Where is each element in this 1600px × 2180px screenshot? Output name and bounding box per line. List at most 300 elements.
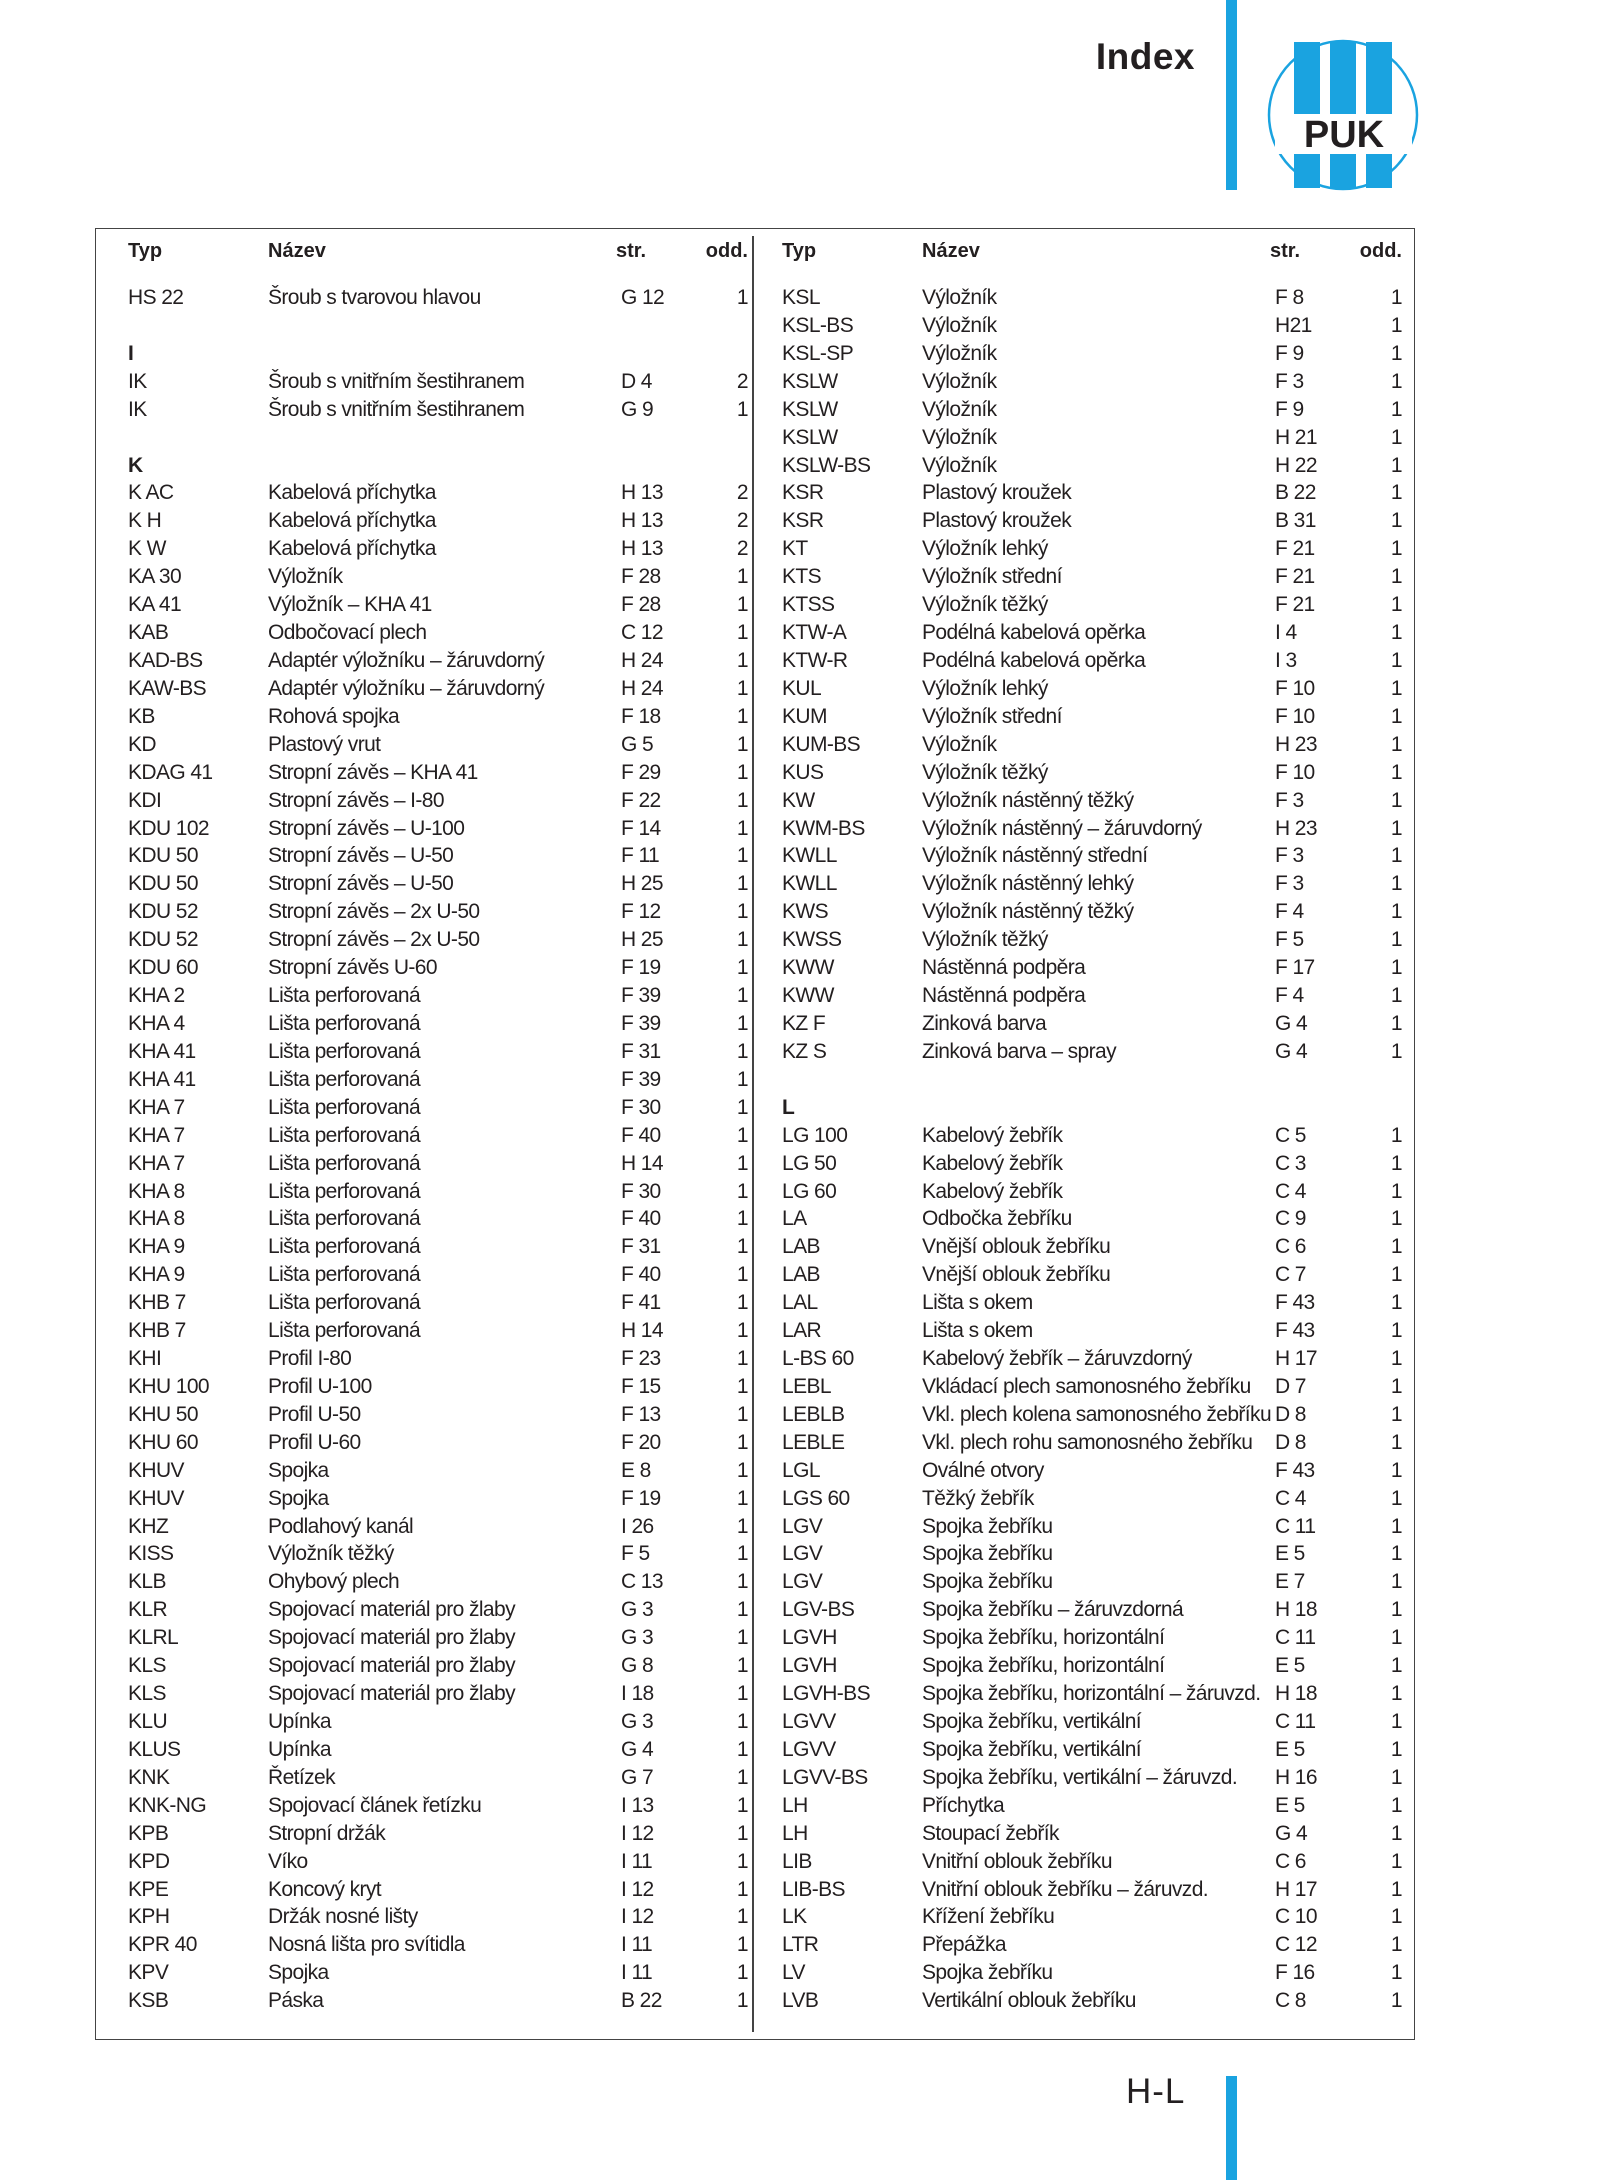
row-nazev: Spojka xyxy=(268,1458,329,1482)
index-row xyxy=(128,507,748,535)
row-str: F 3 xyxy=(1275,844,1304,868)
row-str: C 4 xyxy=(1275,1179,1306,1203)
row-typ: KHU 60 xyxy=(128,1430,198,1454)
column-header-left xyxy=(128,240,748,268)
row-str: B 22 xyxy=(621,1989,662,2013)
row-str: H 18 xyxy=(1275,1598,1317,1622)
row-nazev: Výložník nástěnný lehký xyxy=(922,872,1134,896)
index-column-right xyxy=(782,240,1402,2013)
index-row xyxy=(782,424,1402,452)
index-row xyxy=(128,1931,748,1959)
row-str: F 29 xyxy=(621,760,661,784)
row-str: D 4 xyxy=(621,369,652,393)
index-row xyxy=(782,619,1402,647)
row-nazev: Výložník střední xyxy=(922,704,1062,728)
row-nazev: Šroub s vnitřním šestihranem xyxy=(268,397,525,421)
row-str: H 13 xyxy=(621,481,663,505)
row-typ: K W xyxy=(128,537,166,561)
row-typ: LGVH-BS xyxy=(782,1682,870,1706)
row-typ: KSL xyxy=(782,286,820,309)
row-typ: KUL xyxy=(782,676,822,700)
row-odd: 1 xyxy=(1390,1710,1402,1734)
row-odd: 1 xyxy=(736,1011,748,1035)
row-str: H 23 xyxy=(1275,816,1317,840)
row-typ: KISS xyxy=(128,1542,174,1566)
row-nazev: Lišta perforovaná xyxy=(268,1207,421,1231)
row-typ: KLR xyxy=(128,1598,168,1622)
row-odd: 1 xyxy=(736,1207,748,1231)
row-odd: 1 xyxy=(736,1849,748,1873)
section-letter-row xyxy=(128,340,748,368)
row-nazev: Výložník lehký xyxy=(922,676,1048,700)
row-nazev: Výložník střední xyxy=(922,565,1062,589)
index-row xyxy=(128,759,748,787)
index-row xyxy=(128,619,748,647)
row-odd: 1 xyxy=(1390,313,1402,337)
index-row xyxy=(782,1289,1402,1317)
row-typ: KDI xyxy=(128,788,162,812)
header-odd: odd. xyxy=(1359,240,1402,262)
row-odd: 1 xyxy=(1390,1542,1402,1566)
index-row xyxy=(782,1903,1402,1931)
row-nazev: Kabelový žebřík xyxy=(922,1151,1063,1175)
row-str: G 12 xyxy=(621,286,665,309)
index-row xyxy=(128,926,748,954)
index-row xyxy=(128,1401,748,1429)
row-str: H 14 xyxy=(621,1151,663,1175)
row-typ: LGVH xyxy=(782,1626,837,1650)
row-typ: LGVV-BS xyxy=(782,1765,868,1789)
row-odd: 1 xyxy=(736,1626,748,1650)
row-typ: LAL xyxy=(782,1291,818,1315)
row-odd: 1 xyxy=(1390,1989,1402,2013)
row-typ: KZ S xyxy=(782,1039,827,1063)
index-row xyxy=(782,1233,1402,1261)
row-typ: KHA 9 xyxy=(128,1235,185,1259)
row-str: C 7 xyxy=(1275,1263,1306,1287)
row-typ: LGV xyxy=(782,1542,823,1566)
row-odd: 1 xyxy=(736,1374,748,1398)
row-odd: 1 xyxy=(736,984,748,1008)
row-nazev: Lišta perforovaná xyxy=(268,1263,421,1287)
row-typ: KHA 41 xyxy=(128,1067,196,1091)
row-typ: KHA 7 xyxy=(128,1151,185,1175)
row-odd: 2 xyxy=(736,481,748,505)
row-odd: 1 xyxy=(736,816,748,840)
index-row xyxy=(782,1345,1402,1373)
row-str: F 14 xyxy=(621,816,661,840)
row-odd: 1 xyxy=(1390,537,1402,561)
row-str: F 11 xyxy=(621,844,660,868)
row-str: B 31 xyxy=(1275,509,1316,533)
row-nazev: Příchytka xyxy=(922,1793,1005,1817)
row-odd: 1 xyxy=(736,1067,748,1091)
index-column-left xyxy=(128,240,748,2013)
index-row xyxy=(128,1568,748,1596)
row-str: F 3 xyxy=(1275,788,1304,812)
row-str: C 8 xyxy=(1275,1989,1306,2013)
row-nazev: Nástěnná podpěra xyxy=(922,956,1086,980)
header-typ: Typ xyxy=(782,240,817,262)
row-odd: 1 xyxy=(1390,1598,1402,1622)
row-typ: KWSS xyxy=(782,928,842,952)
index-row xyxy=(782,563,1402,591)
row-nazev: Spojka žebříku xyxy=(922,1514,1053,1538)
row-nazev: Kabelový žebřík – žáruvzdorný xyxy=(922,1347,1192,1371)
row-nazev: Kabelová příchytka xyxy=(268,537,436,561)
row-odd: 1 xyxy=(1390,872,1402,896)
row-typ: LGV xyxy=(782,1514,823,1538)
index-row xyxy=(128,1038,748,1066)
row-typ: KHA 4 xyxy=(128,1011,185,1035)
index-row xyxy=(782,1959,1402,1987)
index-row xyxy=(128,535,748,563)
row-odd: 1 xyxy=(1390,1737,1402,1761)
row-str: E 5 xyxy=(1275,1737,1305,1761)
row-typ: LH xyxy=(782,1793,808,1817)
index-row xyxy=(782,1596,1402,1624)
index-row xyxy=(128,1680,748,1708)
row-odd: 1 xyxy=(1390,1319,1402,1343)
row-odd: 1 xyxy=(736,1319,748,1343)
row-odd: 1 xyxy=(736,1598,748,1622)
index-row xyxy=(782,396,1402,424)
row-odd: 1 xyxy=(1390,1905,1402,1929)
row-typ: KSLW xyxy=(782,397,838,421)
row-nazev: Lišta perforovaná xyxy=(268,1179,421,1203)
row-odd: 2 xyxy=(736,369,748,393)
row-nazev: Šroub s vnitřním šestihranem xyxy=(268,369,525,393)
index-row xyxy=(128,1848,748,1876)
row-typ: KPD xyxy=(128,1849,170,1873)
row-str: F 30 xyxy=(621,1095,661,1119)
header-nazev: Název xyxy=(268,240,326,262)
row-nazev: Výložník těžký xyxy=(268,1542,394,1566)
row-str: F 9 xyxy=(1275,341,1304,365)
row-typ: KHUV xyxy=(128,1458,184,1482)
index-row xyxy=(128,591,748,619)
row-odd: 1 xyxy=(1390,928,1402,952)
index-row xyxy=(782,842,1402,870)
row-typ: KDU 50 xyxy=(128,844,198,868)
row-str: E 5 xyxy=(1275,1654,1305,1678)
row-typ: LH xyxy=(782,1821,808,1845)
row-odd: 1 xyxy=(1390,900,1402,924)
row-nazev: Těžký žebřík xyxy=(922,1486,1034,1510)
row-nazev: Adaptér výložníku – žáruvdorný xyxy=(268,648,545,672)
row-typ: K AC xyxy=(128,481,174,505)
row-typ: LIB xyxy=(782,1849,812,1873)
row-odd: 2 xyxy=(736,537,748,561)
row-odd: 1 xyxy=(1390,1961,1402,1985)
row-odd: 1 xyxy=(736,1095,748,1119)
row-str: C 10 xyxy=(1275,1905,1317,1929)
row-nazev: Víko xyxy=(268,1849,308,1873)
row-odd: 1 xyxy=(736,565,748,589)
row-odd: 1 xyxy=(736,676,748,700)
row-typ: KWLL xyxy=(782,872,837,896)
index-row xyxy=(782,982,1402,1010)
row-nazev: Vnější oblouk žebříku xyxy=(922,1263,1111,1287)
row-odd: 1 xyxy=(736,1989,748,2013)
index-row xyxy=(128,563,748,591)
row-str: G 4 xyxy=(621,1737,654,1761)
index-row xyxy=(782,535,1402,563)
index-row xyxy=(128,1010,748,1038)
row-str: F 8 xyxy=(1275,286,1304,309)
row-nazev: Stropní závěs – KHA 41 xyxy=(268,760,478,784)
row-odd: 1 xyxy=(1390,1039,1402,1063)
index-row xyxy=(782,1624,1402,1652)
row-typ: L xyxy=(782,1095,795,1119)
row-nazev: Plastový kroužek xyxy=(922,509,1072,533)
index-row xyxy=(128,1261,748,1289)
section-letter-row xyxy=(782,1094,1402,1122)
row-typ: KSL-BS xyxy=(782,313,854,337)
row-odd: 1 xyxy=(1390,816,1402,840)
row-nazev: Lišta perforovaná xyxy=(268,1235,421,1259)
row-odd: 1 xyxy=(1390,1123,1402,1147)
row-nazev: Profil U-100 xyxy=(268,1374,372,1398)
row-typ: KPB xyxy=(128,1821,169,1845)
index-row xyxy=(128,1233,748,1261)
index-row xyxy=(782,1764,1402,1792)
row-typ: LG 60 xyxy=(782,1179,837,1203)
row-nazev: Stoupací žebřík xyxy=(922,1821,1059,1845)
index-row xyxy=(782,870,1402,898)
index-row xyxy=(782,1848,1402,1876)
row-nazev: Vnitřní oblouk žebříku xyxy=(922,1849,1112,1873)
row-nazev: Spojka žebříku, vertikální xyxy=(922,1710,1142,1734)
row-odd: 1 xyxy=(1390,1374,1402,1398)
row-odd: 1 xyxy=(1390,1458,1402,1482)
row-nazev: Spojka žebříku, vertikální xyxy=(922,1737,1142,1761)
row-odd: 1 xyxy=(1390,593,1402,617)
row-str: I 12 xyxy=(621,1877,654,1901)
row-typ: KTW-R xyxy=(782,648,848,672)
row-nazev: Stropní závěs U-60 xyxy=(268,956,437,980)
row-typ: KAB xyxy=(128,621,169,645)
row-typ: KD xyxy=(128,732,156,756)
index-row xyxy=(782,479,1402,507)
row-nazev: Lišta perforovaná xyxy=(268,1319,421,1343)
row-typ: LVB xyxy=(782,1989,819,2013)
row-odd: 1 xyxy=(1390,1682,1402,1706)
row-odd: 1 xyxy=(736,732,748,756)
row-nazev: Upínka xyxy=(268,1737,331,1761)
row-typ: KAD-BS xyxy=(128,648,203,672)
index-row xyxy=(128,703,748,731)
row-odd: 1 xyxy=(736,1793,748,1817)
row-nazev: Spojka žebříku, horizontální xyxy=(922,1626,1165,1650)
row-nazev: Adaptér výložníku – žáruvdorný xyxy=(268,676,545,700)
spacer-row xyxy=(128,312,748,340)
row-typ: KLB xyxy=(128,1570,166,1594)
row-str: E 5 xyxy=(1275,1793,1305,1817)
row-odd: 1 xyxy=(1390,844,1402,868)
row-nazev: Výložník těžký xyxy=(922,760,1048,784)
row-str: F 17 xyxy=(1275,956,1315,980)
row-typ: KDU 52 xyxy=(128,900,198,924)
row-typ: KDU 50 xyxy=(128,872,198,896)
row-typ: LG 100 xyxy=(782,1123,848,1147)
row-odd: 1 xyxy=(1390,704,1402,728)
row-nazev: Výložník xyxy=(922,425,997,449)
row-typ: KPE xyxy=(128,1877,169,1901)
row-nazev: Výložník nástěnný těžký xyxy=(922,788,1134,812)
row-odd: 1 xyxy=(736,593,748,617)
row-str: F 15 xyxy=(621,1374,661,1398)
row-nazev: Spojovací článek řetízku xyxy=(268,1793,482,1817)
row-str: G 5 xyxy=(621,732,654,756)
row-typ: LGVV xyxy=(782,1710,836,1734)
row-nazev: Výložník xyxy=(922,286,997,309)
row-odd: 1 xyxy=(736,1905,748,1929)
row-str: C 13 xyxy=(621,1570,663,1594)
row-typ: KHU 50 xyxy=(128,1402,198,1426)
row-odd: 1 xyxy=(1390,676,1402,700)
row-nazev: Výložník xyxy=(922,453,997,477)
row-nazev: Výložník xyxy=(922,369,997,393)
index-row xyxy=(128,1150,748,1178)
row-nazev: Spojka xyxy=(268,1486,329,1510)
header-nazev: Název xyxy=(922,240,980,262)
row-typ: KLS xyxy=(128,1682,166,1706)
row-typ: KUS xyxy=(782,760,824,784)
row-nazev: Odbočovací plech xyxy=(268,621,427,645)
row-odd: 1 xyxy=(1390,369,1402,393)
row-nazev: Stropní závěs – 2x U-50 xyxy=(268,900,480,924)
row-nazev: Podélná kabelová opěrka xyxy=(922,621,1146,645)
row-odd: 1 xyxy=(736,872,748,896)
index-row xyxy=(128,1429,748,1457)
index-row xyxy=(128,731,748,759)
index-row xyxy=(128,1652,748,1680)
index-row xyxy=(782,1931,1402,1959)
row-typ: LGL xyxy=(782,1458,820,1482)
row-typ: KA 41 xyxy=(128,593,182,617)
row-str: H 17 xyxy=(1275,1347,1317,1371)
row-str: H 13 xyxy=(621,537,663,561)
row-typ: KLUS xyxy=(128,1737,181,1761)
row-typ: KHA 7 xyxy=(128,1095,185,1119)
row-str: G 4 xyxy=(1275,1039,1308,1063)
row-typ: LGV xyxy=(782,1570,823,1594)
row-typ: KSL-SP xyxy=(782,341,854,365)
row-nazev: Spojovací materiál pro žlaby xyxy=(268,1626,515,1650)
index-row xyxy=(782,1178,1402,1206)
row-odd: 1 xyxy=(1390,509,1402,533)
header-str: str. xyxy=(1270,240,1301,262)
row-odd: 1 xyxy=(736,1821,748,1845)
index-row xyxy=(782,312,1402,340)
row-odd: 1 xyxy=(736,1235,748,1259)
row-odd: 1 xyxy=(1390,1765,1402,1789)
index-row xyxy=(782,954,1402,982)
row-odd: 1 xyxy=(736,1710,748,1734)
row-str: F 5 xyxy=(1275,928,1304,952)
row-odd: 1 xyxy=(1390,1402,1402,1426)
row-nazev: Výložník – KHA 41 xyxy=(268,593,432,617)
row-nazev: Ohybový plech xyxy=(268,1570,400,1594)
row-typ: LK xyxy=(782,1905,807,1929)
row-odd: 1 xyxy=(736,1933,748,1957)
row-str: F 43 xyxy=(1275,1458,1315,1482)
row-odd: 1 xyxy=(1390,425,1402,449)
index-row xyxy=(782,1876,1402,1904)
row-odd: 1 xyxy=(736,1458,748,1482)
row-str: F 19 xyxy=(621,1486,661,1510)
row-odd: 2 xyxy=(736,509,748,533)
row-str: F 31 xyxy=(621,1235,661,1259)
row-typ: LEBLE xyxy=(782,1430,845,1454)
row-nazev: Spojka žebříku – žáruvzdorná xyxy=(922,1598,1184,1622)
row-nazev: Stropní závěs – 2x U-50 xyxy=(268,928,480,952)
row-str: F 28 xyxy=(621,565,661,589)
row-str: H 25 xyxy=(621,872,663,896)
index-row xyxy=(128,1624,748,1652)
row-str: F 23 xyxy=(621,1347,661,1371)
header-typ: Typ xyxy=(128,240,163,262)
row-odd: 1 xyxy=(736,956,748,980)
row-str: I 18 xyxy=(621,1682,654,1706)
row-odd: 1 xyxy=(1390,1933,1402,1957)
row-str: C 6 xyxy=(1275,1235,1306,1259)
index-row xyxy=(782,1010,1402,1038)
row-odd: 1 xyxy=(1390,984,1402,1008)
row-str: H 25 xyxy=(621,928,663,952)
row-typ: KLS xyxy=(128,1654,166,1678)
row-str: F 10 xyxy=(1275,760,1315,784)
index-row xyxy=(128,1596,748,1624)
row-odd: 1 xyxy=(736,1402,748,1426)
row-typ: LAB xyxy=(782,1235,820,1259)
row-typ: KSLW xyxy=(782,425,838,449)
row-str: D 8 xyxy=(1275,1402,1306,1426)
row-typ: LG 50 xyxy=(782,1151,837,1175)
row-str: I 12 xyxy=(621,1821,654,1845)
row-str: F 21 xyxy=(1275,537,1315,561)
index-row xyxy=(782,1652,1402,1680)
row-typ: LA xyxy=(782,1207,807,1231)
row-typ: KPH xyxy=(128,1905,170,1929)
row-str: F 12 xyxy=(621,900,661,924)
row-typ: KSLW xyxy=(782,369,838,393)
row-nazev: Výložník nástěnný střední xyxy=(922,844,1148,868)
index-row xyxy=(782,759,1402,787)
row-str: D 8 xyxy=(1275,1430,1306,1454)
row-str: F 41 xyxy=(621,1291,661,1315)
row-odd: 1 xyxy=(736,1542,748,1566)
row-odd: 1 xyxy=(1390,1151,1402,1175)
row-nazev: Vnější oblouk žebříku xyxy=(922,1235,1111,1259)
index-row xyxy=(128,1513,748,1541)
row-odd: 1 xyxy=(1390,1207,1402,1231)
index-row xyxy=(782,507,1402,535)
row-str: F 20 xyxy=(621,1430,661,1454)
index-row xyxy=(128,1959,748,1987)
row-typ: KSLW-BS xyxy=(782,453,871,477)
row-nazev: Stropní závěs – U-50 xyxy=(268,872,454,896)
row-odd: 1 xyxy=(1390,1179,1402,1203)
index-row xyxy=(782,1401,1402,1429)
index-row xyxy=(782,787,1402,815)
row-nazev: Zinková barva xyxy=(922,1011,1047,1035)
index-row xyxy=(782,1261,1402,1289)
logo-text: PUK xyxy=(1303,114,1385,156)
row-nazev: Plastový kroužek xyxy=(922,481,1072,505)
row-str: B 22 xyxy=(1275,481,1316,505)
